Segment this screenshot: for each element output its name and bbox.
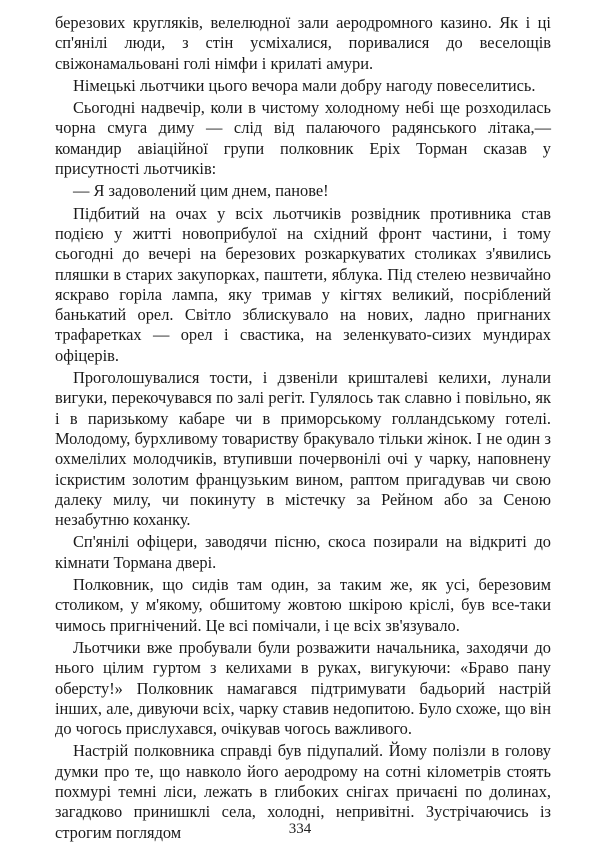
paragraph-1: березових кругляків, велелюдної зали аеродромного казино. Як і ці сп'янілі люди, з стін усміхалися, поривалися до веселощів свіжонамальовані голі німфи і крилаті амури. xyxy=(55,13,551,73)
body-text xyxy=(55,13,551,843)
paragraph-9: Льотчики вже пробували були розважити начальника, заходячи до нього цілим гуртом з келихами в руках, вигукуючи: «Браво пану оберсту!» Полковник намагався підтримувати бадьорий настрій інших, але, дивуючи всіх, чарку ставив недопитою. Було схоже, що він до чогось прислухався, очікував чогось важливого. xyxy=(55,637,551,739)
paragraph-2: Німецькі льотчики цього вечора мали добру нагоду повеселитись. xyxy=(73,75,536,95)
page-number: 334 xyxy=(288,821,312,837)
paragraph-10: Настрій полковника справді був підупалий. Йому полізли в голову думки про те, що навколо його аеродрому на сотні кілометрів стоять похмурі темні ліси, лежать в глибоких снігах причаєні по долинах, загадково принишклі села, холодні, непривітні. Зустрічаючись із строгим поглядом xyxy=(55,741,551,842)
paragraph-8: Полковник, що сидів там один, за таким же, як усі, березовим столиком, у м'якому, обшитому жовтою шкірою кріслі, був все-таки чимось пригнічений. Це всі помічали, і це всіх зв'язувало. xyxy=(55,575,551,635)
paragraph-6: Проголошувалися тости, і дзвеніли кришталеві келихи, лунали вигуки, перекочувався по залі регіт. Гулялось так славно і повільно, як і в паризькому кабаре чи в приморському голландському готелі. Молодому, бурхливому товариству бракувало тільки жінок. І не один з охмелілих молодчиків, втупивши почервонілі очі у чарку, наповнену іскристим золотим французьким вином, раптом пригадував чи свою далеку милу, чи покинуту в містечку за Рейном або за Сеною незабутню коханку. xyxy=(55,368,551,530)
paragraph-3: Сьогодні надвечір, коли в чистому холодному небі ще розходилась чорна смуга диму — слід від палаючого радянського літака,— командир авіаційної групи полковник Еріх Торман сказав у присутності льотчиків: xyxy=(55,98,551,179)
paragraph-7: Сп'янілі офіцери, заводячи пісню, скоса позирали на відкриті до кімнати Тормана двері. xyxy=(55,532,551,572)
paragraph-5: Підбитий на очах у всіх льотчиків розвідник противника став подією у житті новоприбулої на східний фронт частини, і тому сьогодні до вечері на березових розкаркуватих столиках з'явились пляшки в старих закупорках, паштети, яблука. Під стелею незвичайно яскраво горіла лампа, яку тримав у кігтях великий, посріблений банькатий орел. Світло зблискувало на нових, ладно пригнаних трафаретках — орел і свастика, на зеленкувато-сизих мундирах офіцерів. xyxy=(55,203,551,365)
paragraph-4: — Я задоволений цим днем, панове! xyxy=(73,181,329,201)
